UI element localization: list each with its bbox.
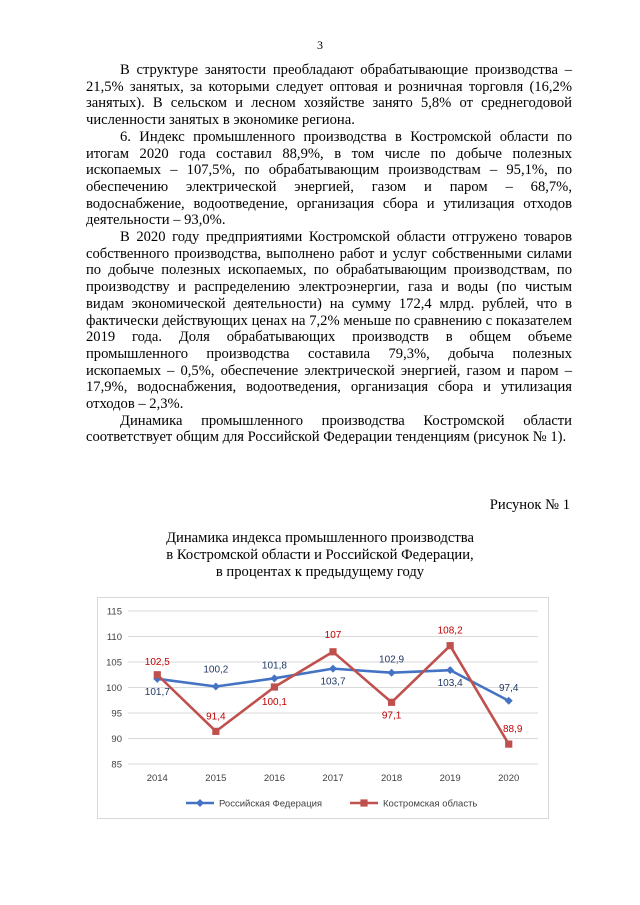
series-0-point-1 [212,682,220,690]
x-tick-label-2014: 2014 [146,773,168,784]
series-0-data-label-6: 97,4 [498,682,519,694]
line-chart [98,598,548,818]
y-tick-label-100: 100 [106,683,122,694]
series-line-1 [157,646,508,744]
series-1-data-label-3: 107 [324,629,342,641]
series-1-data-label-5: 108,2 [437,625,463,637]
x-tick-label-2018: 2018 [381,773,403,784]
x-tick-label-2017: 2017 [322,773,344,784]
series-1-point-0 [154,671,161,678]
series-0-point-2 [270,674,278,682]
y-tick-label-110: 110 [106,632,122,643]
series-0-data-label-2: 101,8 [261,660,287,672]
series-1-point-4 [388,699,395,706]
paragraph-dynamics: Динамика промышленного производства Костромской области соответствует общим для Российской Федерации тенденциям (рисунок № 1). [86,412,572,446]
chart-title-line-2: в Костромской области и Российской Федерации, [166,547,474,563]
paragraph-industrial-index: 6. Индекс промышленного производства в Костромской области по итогам 2020 года составил 88,9%, в том числе по добыче полезных ископаемых – 107,5%, по обрабатывающим производствам – 95,1%, по обеспечению электрической энергией, газом и паром – 68,7%, водоснабжение, водоотведение, организация сбора и утилизация отходов деятельности – 93,0%. [86,128,572,229]
series-1-data-label-2: 100,1 [261,696,287,708]
y-tick-label-90: 90 [111,734,122,745]
series-1-point-2 [271,683,278,690]
series-1-data-label-0: 102,5 [144,656,170,668]
legend-label-0: Российская Федерация [219,798,323,810]
chart-title-line-1: Динамика индекса промышленного производства [166,530,474,546]
x-tick-label-2015: 2015 [205,773,227,784]
series-1-data-label-6: 88,9 [502,724,523,736]
series-1-point-1 [212,728,219,735]
chart-container [97,597,549,819]
x-tick-label-2019: 2019 [439,773,461,784]
series-1-data-label-4: 97,1 [381,710,402,722]
series-0-point-4 [388,669,396,677]
series-1-point-3 [329,648,336,655]
chart-title-line-3: в процентах к предыдущему году [215,564,425,580]
legend-label-1: Костромская область [383,798,478,810]
y-tick-label-105: 105 [106,657,122,669]
page-number: 3 [317,38,323,52]
figure-caption: Рисунок № 1 [489,497,570,513]
paragraph-shipped-goods: В 2020 году предприятиями Костромской области отгружено товаров собственного производства, выполнено работ и услуг собственными силами по добыче полезных ископаемых, по обрабатывающим производствам, по производству и распределению электроэнергии, газа и воды (по чистым видам экономической деятельности) на сумму 172,4 млрд. рублей, что в фактически действующих ценах на 7,2% меньше по сравнению с показателем 2019 года. Доля обрабатывающих производств в общем объеме промышленного производства составила 79,3%, добыча полезных ископаемых – 0,5%, обеспечение электрической энергией, газом и паром – 17,9%, водоснабжения, водоотведения, организация сбора и утилизация отходов – 2,3%. [86,229,572,413]
x-tick-label-2016: 2016 [263,773,285,784]
chart-title [0,530,640,581]
paragraph-employment: В структуре занятости преобладают обрабатывающие производства – 21,5% занятых, за которыми следует оптовая и розничная торговля (16,2% занятых). В сельском и лесном хозяйстве занято 5,8% от среднегодовой численности занятых в экономике региона. [86,62,572,129]
y-tick-label-115: 115 [106,606,122,618]
legend-marker-0 [196,799,204,807]
series-1-point-5 [447,642,454,649]
y-tick-label-95: 95 [111,708,122,720]
series-0-data-label-3: 103,7 [320,676,346,688]
series-1-point-6 [505,741,512,748]
series-0-data-label-4: 102,9 [379,654,405,666]
y-tick-label-85: 85 [111,759,122,771]
series-0-data-label-1: 100,2 [203,664,229,676]
x-tick-label-2020: 2020 [498,773,520,784]
series-1-data-label-1: 91,4 [206,711,226,723]
series-0-data-label-0: 101,7 [144,686,170,698]
body-text [86,62,572,446]
legend-marker-1 [360,799,367,806]
series-0-data-label-5: 103,4 [437,678,463,690]
series-0-point-3 [329,665,337,673]
